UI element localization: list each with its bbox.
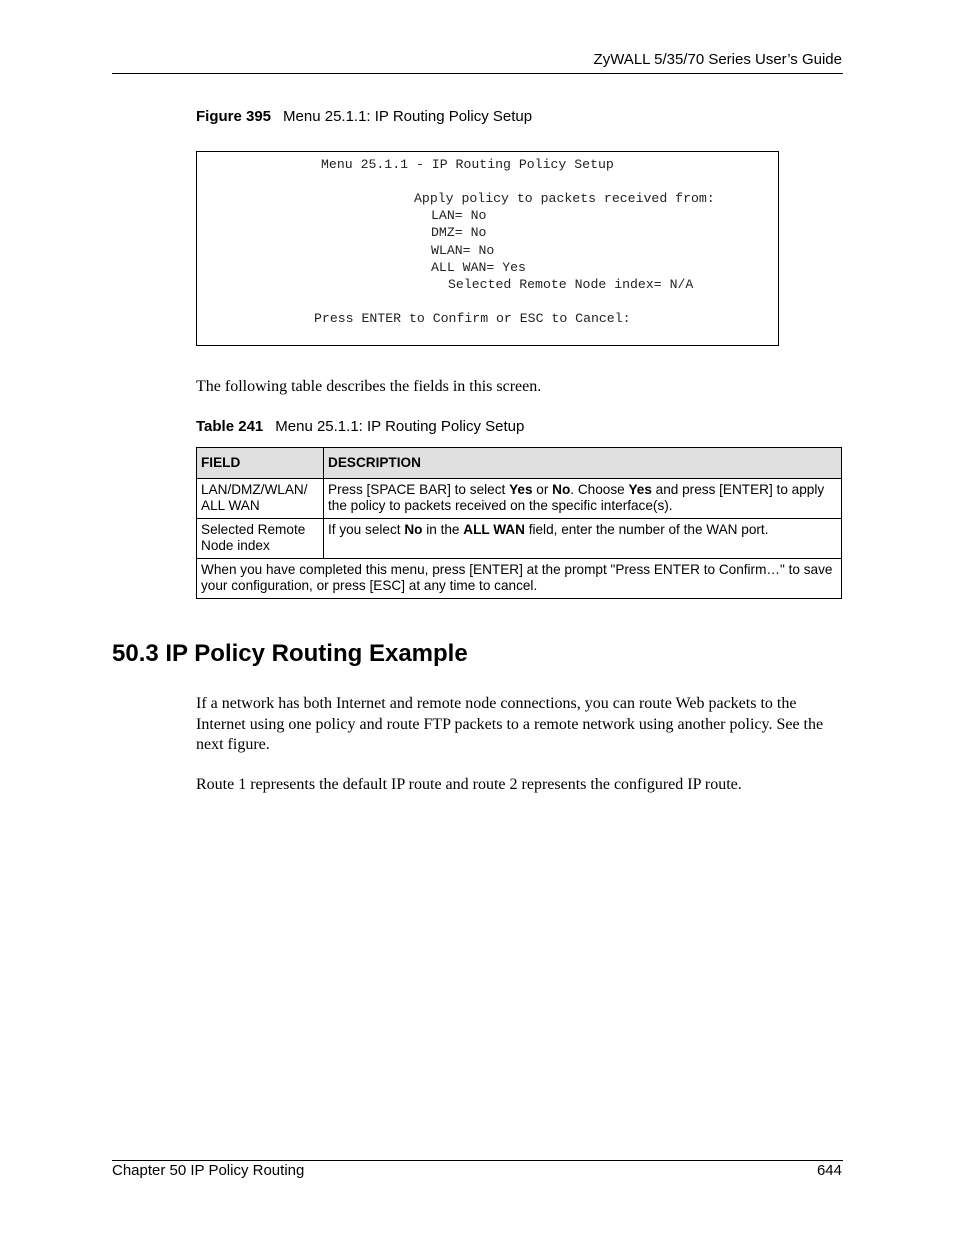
table-caption	[196, 418, 524, 435]
description-cell: If you select No in the ALL WAN field, enter the number of the WAN port.	[324, 519, 842, 559]
terminal-menu-title: Menu 25.1.1 - IP Routing Policy Setup	[321, 157, 614, 172]
field-cell: LAN/DMZ/WLAN/ ALL WAN	[197, 479, 324, 519]
table-row	[197, 479, 842, 519]
terminal-dmz-line: DMZ= No	[431, 225, 487, 240]
description-cell: Press [SPACE BAR] to select Yes or No. Choose Yes and press [ENTER] to apply the policy to packets received on the specific interface(s).	[324, 479, 842, 519]
terminal-remote-node-line: Selected Remote Node index= N/A	[448, 277, 694, 292]
section-heading: 50.3 IP Policy Routing Example	[112, 640, 468, 667]
terminal-apply-policy-line: Apply policy to packets received from:	[414, 191, 715, 206]
figure-title: Menu 25.1.1: IP Routing Policy Setup	[283, 108, 533, 125]
terminal-all-wan-line: ALL WAN= Yes	[431, 260, 526, 275]
table-footer-note: When you have completed this menu, press [ENTER] at the prompt "Press ENTER to Confirm…" to save your configuration, or press [ESC] at any time to cancel.	[197, 559, 842, 599]
figure-number: Figure 395	[196, 108, 272, 125]
figure-caption	[196, 108, 532, 125]
field-cell: Selected Remote Node index	[197, 519, 324, 559]
intro-paragraph: The following table describes the fields in this screen.	[196, 378, 542, 395]
running-header: ZyWALL 5/35/70 Series User’s Guide	[593, 51, 842, 68]
header-rule	[112, 73, 843, 74]
terminal-screen	[196, 151, 779, 346]
footer-chapter: Chapter 50 IP Policy Routing	[112, 1162, 305, 1179]
footer-page-number: 644	[816, 1162, 842, 1179]
header-field: FIELD	[197, 448, 324, 479]
terminal-lan-line: LAN= No	[431, 208, 487, 223]
section-paragraph: If a network has both Internet and remote node connections, you can route Web packets to the Internet using one policy and route FTP packets to a remote network using another policy. See the next figure.	[196, 695, 824, 753]
terminal-prompt-line: Press ENTER to Confirm or ESC to Cancel:	[314, 311, 631, 326]
terminal-wlan-line: WLAN= No	[431, 243, 495, 258]
table-number: Table 241	[196, 418, 264, 435]
table-footer-row	[197, 559, 842, 599]
fields-table	[196, 447, 842, 599]
header-description: DESCRIPTION	[324, 448, 842, 479]
table-title: Menu 25.1.1: IP Routing Policy Setup	[275, 418, 525, 435]
table-row	[197, 519, 842, 559]
section-paragraph: Route 1 represents the default IP route and route 2 represents the configured IP route.	[196, 776, 742, 793]
footer-rule	[112, 1160, 843, 1161]
table-header-row	[197, 448, 842, 479]
